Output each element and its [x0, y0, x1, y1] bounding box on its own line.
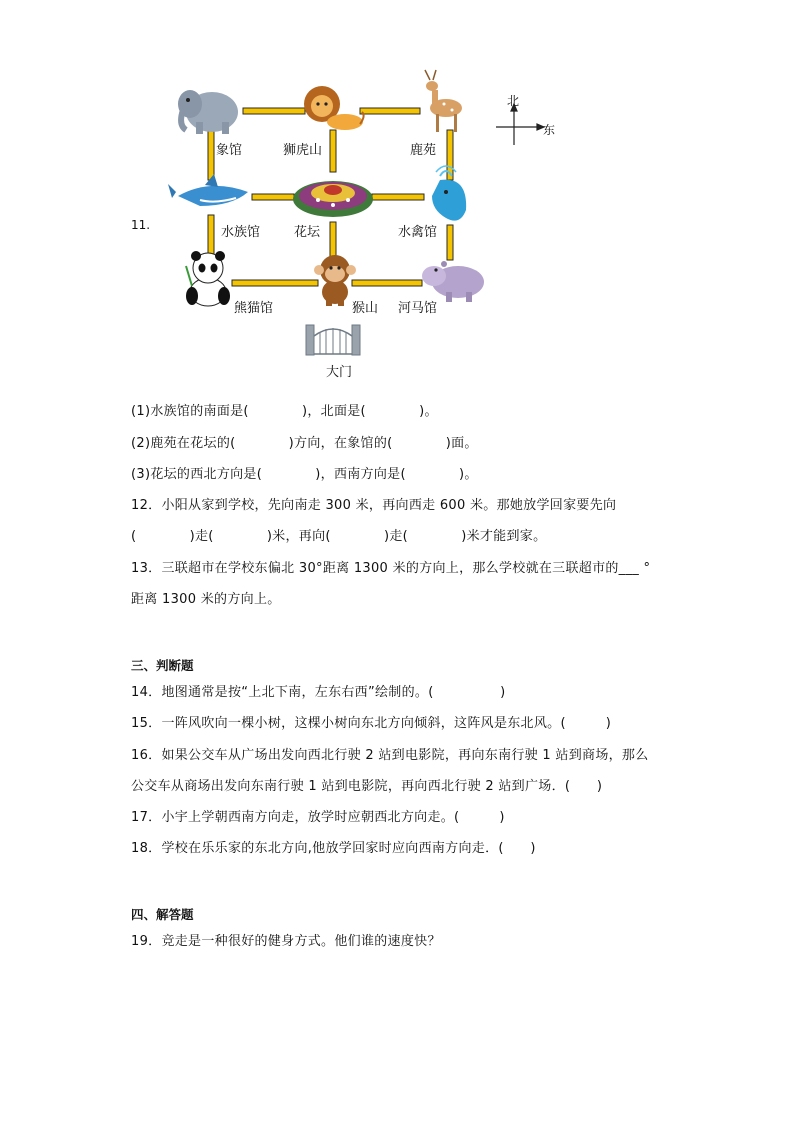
- flowerbed-icon: [293, 181, 373, 217]
- q11-sub-2: (2)鹿苑在花坛的( )方向，在象馆的( )面。: [131, 436, 478, 451]
- label-main-gate: 大门: [326, 365, 353, 380]
- hippo-icon: [422, 261, 484, 302]
- compass-icon: [496, 104, 544, 145]
- q12-line-1: 12．小阳从家到学校，先向南走 300 米，再向西走 600 米。那她放学回家要先向: [131, 498, 617, 513]
- compass-east-label: 东: [543, 123, 556, 137]
- q13-line-1: 13．三联超市在学校东偏北 30°距离 1300 米的方向上，那么学校就在三联超市的___ °: [131, 561, 651, 576]
- section-title-answer: 四、解答题: [131, 907, 194, 922]
- monkey-icon: [314, 255, 356, 306]
- label-hippo-hall: 河马馆: [398, 301, 438, 316]
- q12-line-2: ( )走( )米，再向( )走( )米才能到家。: [131, 529, 547, 544]
- section-title-judgement: 三、判断题: [131, 658, 194, 673]
- question-16-line-2: 公交车从商场出发向东南行驶 1 站到电影院，再向西北行驶 2 站到广场．( ): [131, 779, 603, 794]
- label-deer-garden: 鹿苑: [410, 143, 437, 158]
- question-19: 19．竞走是一种很好的健身方式。他们谁的速度快？: [131, 934, 441, 949]
- panda-icon: [186, 251, 230, 306]
- elephant-icon: [178, 90, 238, 134]
- question-number-11: 11.: [131, 218, 151, 232]
- compass-north-label: 北: [507, 94, 520, 108]
- q11-sub-3: (3)花坛的西北方向是( )，西南方向是( )。: [131, 467, 478, 482]
- question-18: 18．学校在乐乐家的东北方向,他放学回家时应向西南方向走．( ): [131, 841, 536, 856]
- question-15: 15．一阵风吹向一棵小树，这棵小树向东北方向倾斜，这阵风是东北风。( ): [131, 716, 612, 731]
- question-16-line-1: 16．如果公交车从广场出发向西北行驶 2 站到电影院，再向东南行驶 1 站到商场，那么: [131, 748, 649, 763]
- label-elephant-hall: 象馆: [216, 143, 243, 158]
- label-lion-hill: 狮虎山: [283, 143, 323, 158]
- q11-sub-1: (1)水族馆的南面是( )，北面是( )。: [131, 404, 438, 419]
- q13-line-2: 距离 1300 米的方向上。: [131, 592, 281, 607]
- question-17: 17．小宇上学朝西南方向走，放学时应朝西北方向走。( ): [131, 810, 505, 825]
- deer-icon: [425, 70, 462, 132]
- label-aquarium: 水族馆: [221, 225, 261, 240]
- label-monkey-hill: 猴山: [352, 301, 379, 316]
- label-water-bird-hall: 水禽馆: [398, 225, 438, 240]
- gate-icon: [306, 325, 360, 355]
- lion-icon: [304, 86, 364, 130]
- label-flowerbed: 花坛: [294, 225, 321, 240]
- label-panda-hall: 熊猫馆: [234, 301, 274, 316]
- question-14: 14．地图通常是按“上北下南，左东右西”绘制的。( ): [131, 685, 506, 700]
